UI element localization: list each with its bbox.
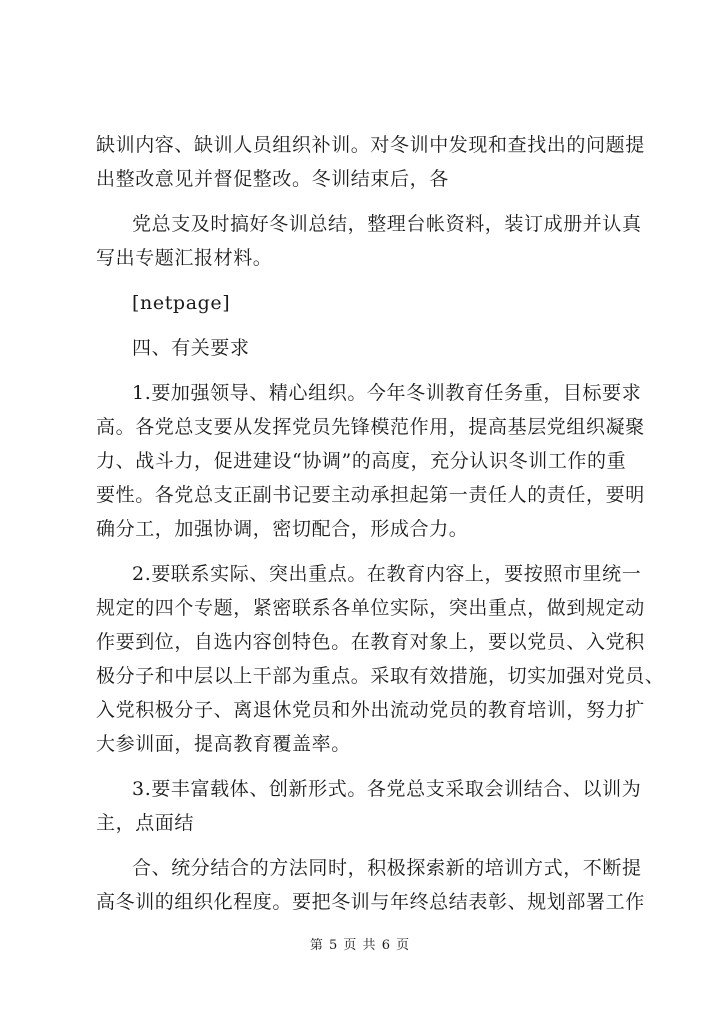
- section-heading: 四、有关要求: [132, 337, 250, 359]
- body-text: [96, 128, 665, 919]
- text-line: 大参训面，提高教育覆盖率。: [96, 733, 351, 755]
- page-number-footer: 第 5 页 共 6 页: [309, 938, 411, 953]
- text-line: 作要到位，自选内容创特色。在教育对象上，要以党员、入党积: [96, 631, 645, 653]
- text-line: 极分子和中层以上干部为重点。采取有效措施，切实加强对党员、: [96, 665, 665, 687]
- netpage-marker: [netpage]: [132, 292, 231, 314]
- text-line: 高。各党总支要从发挥党员先锋模范作用，提高基层党组织凝聚: [96, 416, 645, 438]
- text-line: 合、统分结合的方法同时，积极探索新的培训方式，不断提: [132, 857, 642, 879]
- text-line: 规定的四个专题，紧密联系各单位实际，突出重点，做到规定动: [96, 597, 645, 619]
- text-line: 要性。各党总支正副书记要主动承担起第一责任人的责任，要明: [96, 484, 645, 506]
- text-line: 写出专题汇报材料。: [96, 247, 273, 269]
- text-line: 高冬训的组织化程度。要把冬训与年终总结表彰、规划部署工作: [96, 891, 645, 913]
- text-line: 党总支及时搞好冬训总结，整理台帐资料，装订成册并认真: [132, 213, 642, 235]
- text-line: 3.要丰富载体、创新形式。各党总支采取会训结合、以训为: [132, 778, 642, 800]
- text-line: 1.要加强领导、精心组织。今年冬训教育任务重，目标要求: [132, 382, 642, 404]
- text-line: 主，点面结: [96, 812, 195, 834]
- text-line: 确分工，加强协调，密切配合，形成合力。: [96, 518, 469, 540]
- text-line: 入党积极分子、离退休党员和外出流动党员的教育培训，努力扩: [96, 699, 645, 721]
- text-line: 力、战斗力，促进建设“协调”的高度，充分认识冬训工作的重: [96, 450, 627, 472]
- text-line: 缺训内容、缺训人员组织补训。对冬训中发现和查找出的问题提: [96, 134, 645, 156]
- text-line: 出整改意见并督促整改。冬训结束后，各: [96, 168, 449, 190]
- text-line: 2.要联系实际、突出重点。在教育内容上，要按照市里统一: [132, 563, 642, 585]
